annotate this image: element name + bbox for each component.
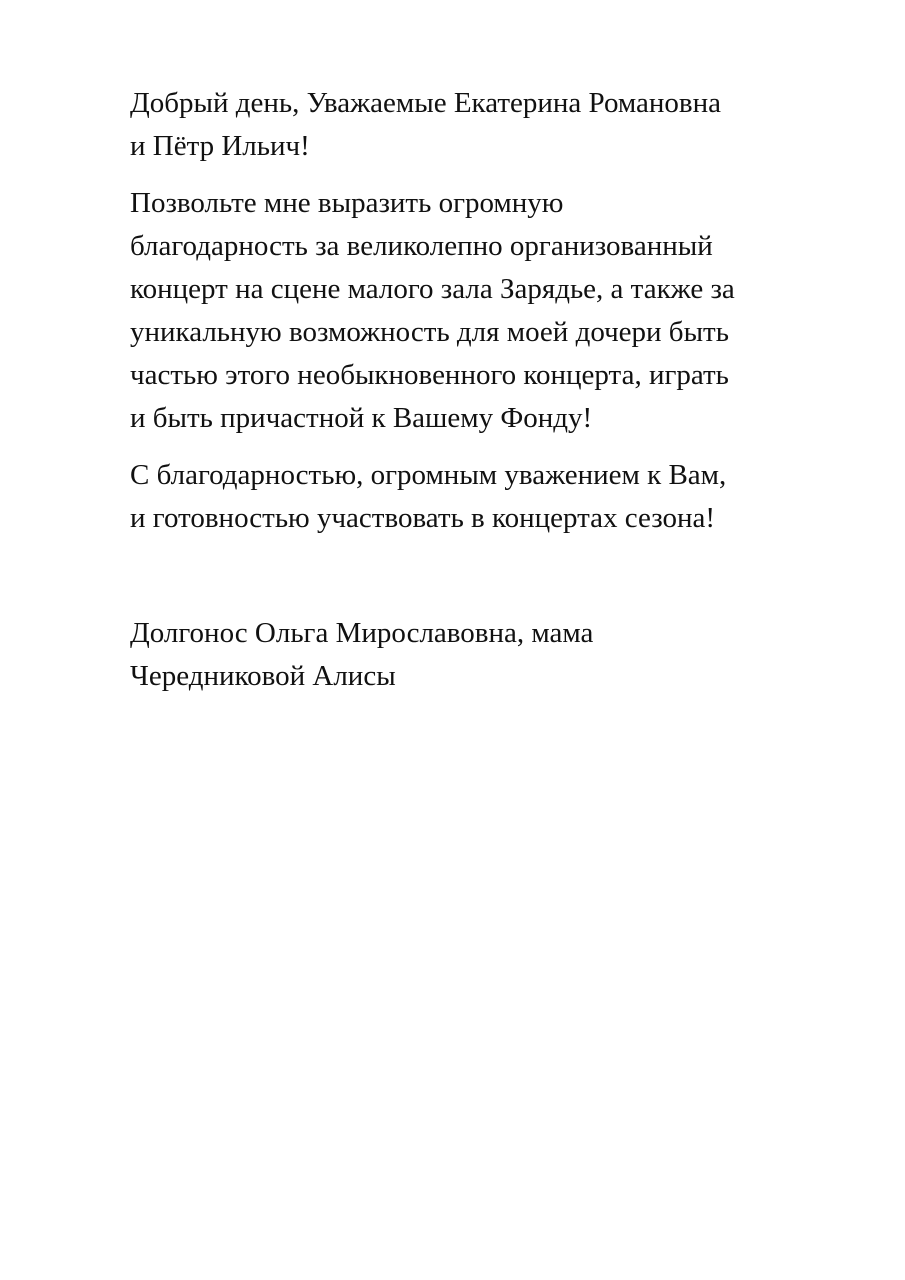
- greeting-paragraph: [130, 82, 850, 168]
- body-line: благодарность за великолепно организованный: [130, 230, 713, 262]
- body-line: Позвольте мне выразить огромную: [130, 187, 564, 219]
- closing-line: С благодарностью, огромным уважением к Вам,: [130, 459, 727, 491]
- letter-body: [130, 82, 850, 712]
- gratitude-paragraph: [130, 182, 850, 440]
- body-line: уникальную возможность для моей дочери быть: [130, 316, 729, 348]
- body-line: частью этого необыкновенного концерта, играть: [130, 359, 729, 391]
- greeting-line: и Пётр Ильич!: [130, 130, 310, 162]
- body-line: и быть причастной к Вашему Фонду!: [130, 402, 593, 434]
- signature-line: Долгонос Ольга Мирославовна, мама: [130, 617, 594, 649]
- closing-paragraph: [130, 454, 850, 540]
- greeting-line: Добрый день, Уважаемые Екатерина Романовна: [130, 87, 722, 119]
- signature-line: Чередниковой Алисы: [130, 660, 396, 692]
- signature: [130, 612, 850, 698]
- body-line: концерт на сцене малого зала Зарядье, а также за: [130, 273, 735, 305]
- closing-line: и готовностью участвовать в концертах сезона!: [130, 502, 716, 534]
